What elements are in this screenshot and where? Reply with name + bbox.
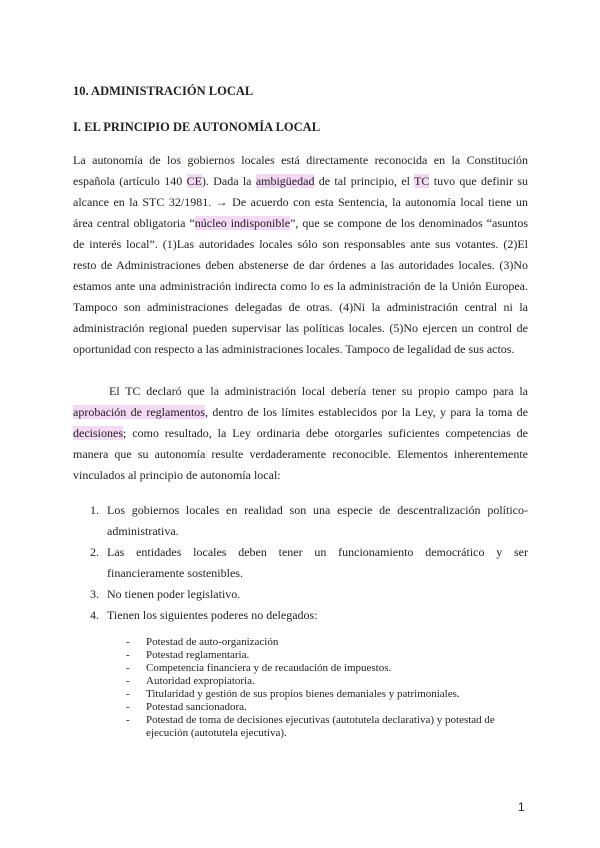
list-item-text: Tienen los siguientes poderes no delegados:: [107, 608, 318, 622]
list-item-text: Los gobiernos locales en realidad son una especie de descentralización político-administrativa.: [107, 503, 528, 538]
section-title: I. EL PRINCIPIO DE AUTONOMÍA LOCAL: [73, 120, 321, 134]
list-item-text: No tienen poder legislativo.: [107, 587, 241, 601]
sublist-item: - Potestad de toma de decisiones ejecutivas (autotutela declarativa) y potestad de ejecución (autotutela ejecutiva).: [126, 714, 528, 740]
text-run: La autonomía de los gobiernos locales está directamente reconocida en la Constitución española (artículo 140: [73, 153, 528, 188]
text-run: ; como resultado, la Ley ordinaria debe otorgarles suficientes competencias de manera que su autonomía resulte verdaderamente reconocible. Elementos inherentemente vinculados al principio de autonomía local:: [73, 426, 528, 482]
list-item-text: Las entidades locales deben tener un funcionamiento democrático y ser financieramente sostenibles.: [107, 545, 528, 580]
list-item: [73, 500, 528, 542]
text-run: , dentro de los límites establecidos por la Ley, y para la toma de: [204, 405, 528, 419]
highlight-decisiones: decisiones: [73, 426, 123, 440]
highlight-aprobacion-reglamentos: aprobación de reglamentos: [73, 405, 205, 419]
list-item: [73, 542, 528, 584]
list-item: [73, 605, 528, 626]
highlight-ambiguedad: ambigüedad: [255, 174, 315, 188]
text-run: ). Dada la: [201, 174, 256, 188]
paragraph-tc-declaro: [73, 381, 528, 486]
sublist-item: - Potestad reglamentaria.: [126, 649, 528, 662]
list-number: 2.: [90, 545, 99, 559]
text-run: El TC declaró que la administración local debería tener su propio campo para la: [109, 384, 528, 398]
list-number: 1.: [90, 503, 99, 517]
sublist-item: - Potestad sancionadora.: [126, 701, 528, 714]
paragraph-autonomia: [73, 150, 528, 360]
sublist-item: - Titularidad y gestión de sus propios bienes demaniales y patrimoniales.: [126, 688, 528, 701]
text-run: ”, que se compone de los denominados “asuntos de interés local”. (1)Las autoridades locales sólo son responsables ante sus votantes. (2)El resto de Administraciones deben abstenerse de dar órdenes a las autoridades locales. (3)No estamos ante una administración indirecta como lo es la administración de la Unión Europea. Tampoco son administraciones delegadas de otras. (4)Ni la administración central ni la administración regional pueden supervisar las políticas locales. (5)No ejercen un control de oportunidad con respecto a las administraciones locales. Tampoco de legalidad de sus actos.: [73, 216, 528, 356]
list-item: [73, 584, 528, 605]
list-number: 4.: [90, 608, 99, 622]
text-run: de tal principio, el: [314, 174, 415, 188]
chapter-title: 10. ADMINISTRACIÓN LOCAL: [73, 84, 254, 98]
page-number: 1: [518, 800, 525, 814]
sublist-item: - Autoridad expropiatoria.: [126, 675, 528, 688]
numbered-list: [73, 500, 528, 626]
text-run: tuvo que definir su alcance en la STC 32/1981. → De acuerdo con esta Sentencia, la autonomía local tiene un área central obligatoria “: [73, 174, 528, 230]
sublist-item: - Competencia financiera y de recaudación de impuestos.: [126, 662, 528, 675]
highlight-ce: CE: [186, 174, 202, 188]
highlight-nucleo-indisponible: núcleo indisponible: [194, 216, 291, 230]
list-number: 3.: [90, 587, 99, 601]
powers-sublist: [126, 636, 528, 740]
sublist-item: - Potestad de auto-organización: [126, 636, 528, 649]
highlight-tc: TC: [414, 174, 430, 188]
